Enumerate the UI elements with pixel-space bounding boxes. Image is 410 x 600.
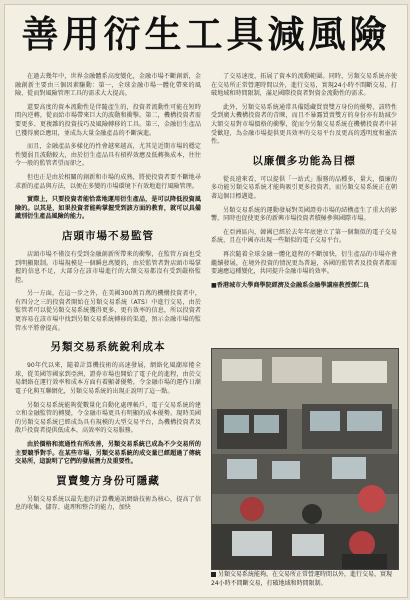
headline: 善用衍生工具減風險 [21,13,391,56]
paragraph: 另類交易系統能夠從數量化自動化處理帳戶，電子交易系統的建立和金融監管的轉變，令金融市場更具有明顯的成本優勢。現時美國的另類交易系統已經成為具有規模的大型交易平台，為機構投資者及散戶投資者提供低成本、高效率的交易服務。 [15,401,201,435]
emphasis-paragraph: 實際上，只要投資者能恰當地運用衍生產品，是可以降低投資風險的。以其是，如果投資者能夠掌握受到該方面的教育，就可以具備識別衍生產品風險的能力。 [15,196,201,221]
caption-marker-icon [211,572,216,577]
paragraph: 而且，金融產品多樣化的性會越來越高，尤其是近期市場的穩定性變弱且波動較大，由於衍生產品具有槓桿效應及低轉換成本，往往令一般的監管者望而卻之。 [15,143,201,168]
subheading: 另類交易系統銳利成本 [50,341,166,354]
paragraph: 另一方面，在這一步之外，在美國300萬百萬的機構投資者中，有四分之三的投資者開始在另類交易系統（ATS）中進行交易，由於監管者可以從另類交易系統獲得更多、更有效率的信息，所以投資者更容易在該市場中找到另類交易系統轉移的渠道，預示金融市場的監管水平將會提高。 [15,290,201,332]
paragraph: 店頭市場不僅沒有受到金融創新所帶來的衝擊，在監管方面也受到明顯限制。市場規模是一個瞬息萬變的，由於監管者對店頭市場掌握的信息不足，大部分在該市場進行的大額交易都沒有受到嚴格監控。 [15,250,201,284]
author-byline: ■香港城市大學商學院經濟及金融系金融學講座教授儒仁良 [211,281,370,289]
subheading: 店頭市場不易監管 [62,229,154,242]
photo-caption [211,571,397,588]
paragraph: 90年代以來，隨着計算機技術的高速發展，網絡化風潮席捲全球，從美國等國家到亞洲，證券市場也開始了電子化的進程，由於交易網絡在運行效率和成本方面有着顯著優勢，令金融市場的運作日漸電子化與互聯網化，另類交易系統的出現正說明了這一點。 [15,362,201,396]
paragraph: 在亞洲區內，韓國已經於去年年底建立了第一個類似的電子交易系統，且在中國亦出現一些類似的電子交易平台。 [211,228,397,245]
emphasis-paragraph: 由於價格和流通性有所改善，另類交易系統已成為不少交易所的主要競爭對手。在某些市場，另類交易系統的成交量已經超過了傳統交易所，這說明了它們的發展潛力及重要性。 [15,441,201,466]
paragraph: 此外，另類交易系統通常具備隱藏買賣雙方身份的優勢，該特性受到廣大機構投資者的青睞，而且不暴露買賣雙方的身份亦有助減少大額交易對市場價格的衝擊，從而令另類交易系統在機構投資者中甚受歡迎，為金融市場提供更具效率的交易平台及更高的透明度和靈活性。 [211,103,397,146]
paragraph: 另類交易系統的運動發展對美國證券市場的結構產生了重大的影響，同時也促使更多的新興市場投資者積極參與國際市場。 [211,206,397,223]
paragraph: 再次隨着全球金融一體化進程的不斷加快，衍生產品的市場亦會繼續發展，在境外投資的情況更為普遍，各國的監管者及投資者都需要適應這種變化，共同提升金融市場的效率。 [211,250,397,276]
paragraph: 但也正是由於相關的創新和市場的成熟，將使投資者要不斷地尋求新的產品與方法，以便在多變的市場環境下有效地進行風險管理。 [15,173,201,190]
paragraph: 了交易速度，拓展了資本的流動範圍。同時，另類交易系統亦使在交易所正常營運時間以外，進行交易，實現24小時不間斷交易，打破地域和時間限制，滿足國際投資者對資金流動性的需求。 [211,73,397,98]
paragraph: 從長遠來看，可以提供「一站式」服務的品種多，量大，價廉的多功能另類交易系統才能夠吸引更多投資者，而另類交易系統正在朝著這個目標邁進。 [211,175,397,200]
left-column [15,73,201,593]
paragraph: 還要高度的資本流動性是伴隨產生的，投資者流動性可能在短時間內逆轉，從而給市場帶來巨大的波動和衝擊。第二，機構投資者需要更多、更複雜的投資技巧及風險轉移的工具。第三，金融衍生產品已獲得廣泛應用，並成為大量金融產品的不斷演進。 [15,103,201,137]
trading-floor-illustration [212,349,398,569]
right-column [211,73,397,343]
paragraph: 在過去幾年中，世界金融體系高度變化，金融市場不斷創新，金融創新主要由三個因素驅動：第一，全球金融市場一體化帶來的風險，從而對風險管理工具的需求大大提高。 [15,73,201,98]
newspaper-page [4,4,408,598]
subheading: 買賣雙方身份可隱藏 [56,474,160,487]
caption-text: 另類交易系統能夠，在交易所正常營運時間以外，進行交易，實現24小時不間斷交易，打破地域和時間限制。 [211,571,393,587]
subheading: 以廉價多功能為目標 [252,154,356,167]
trading-floor-photo [211,348,399,570]
paragraph: 另類交易系統以最先進的計算機通訊網絡技術為核心，提高了信息的收集、儲存、處理和整合的能力，加快 [15,495,201,512]
